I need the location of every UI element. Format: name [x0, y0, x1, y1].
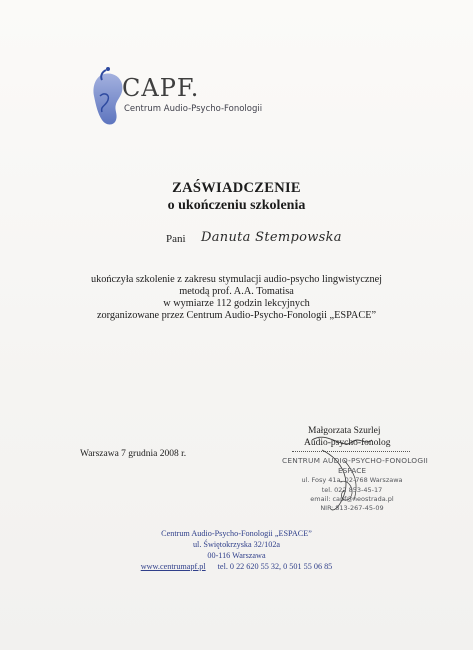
- logo-brand-text: CAPF.: [122, 74, 200, 102]
- footer-city: 00-116 Warszawa: [207, 551, 266, 560]
- certificate-title: ZAŚWIADCZENIE: [172, 180, 301, 196]
- signature-line: [292, 451, 410, 452]
- body-line: metodą prof. A.A. Tomatisa: [179, 286, 294, 297]
- recipient-name: Danuta Stempowska: [201, 230, 342, 245]
- stamp-line: ul. Fosy 41a, 02-768 Warszawa: [301, 476, 403, 484]
- phone-numbers: tel. 0 22 620 55 32, 0 501 55 06 85: [217, 562, 333, 571]
- body-line: ukończyła szkolenie z zakresu stymulacji audio-psycho lingwistycznej: [90, 274, 383, 285]
- logo-subtitle: Centrum Audio-Psycho-Fonologii: [124, 104, 263, 114]
- stamp-line: CENTRUM AUDIO-PSYCHO-FONOLOGII: [282, 456, 429, 465]
- stamp-line: email: capf@neostrada.pl: [310, 495, 394, 503]
- capf-logo: [86, 66, 263, 136]
- recipient-label: Pani: [166, 233, 186, 245]
- signer-name: Małgorzata Szurlej: [308, 426, 381, 436]
- stamp-line: ESPACE: [337, 466, 367, 475]
- certificate-subtitle: o ukończeniu szkolenia: [167, 198, 306, 213]
- certificate-body: [0, 274, 473, 322]
- footer-street: ul. Świętokrzyska 32/102a: [192, 540, 281, 549]
- issue-date: Warszawa 7 grudnia 2008 r.: [80, 449, 187, 459]
- footer-address: [0, 528, 473, 572]
- website-link[interactable]: www.centrumapf.pl: [140, 562, 206, 571]
- signer-role: Audio-psycho-fonolog: [304, 438, 391, 448]
- stamp-line: tel. 022 853-45-17: [321, 486, 383, 494]
- body-line: w wymiarze 112 godzin lekcyjnych: [163, 298, 310, 309]
- company-stamp: [282, 456, 429, 512]
- stamp-line: NIP: 813-267-45-09: [320, 504, 384, 512]
- body-line: zorganizowane przez Centrum Audio-Psycho-Fonologii „ESPACE”: [96, 310, 377, 321]
- footer-contact: [0, 561, 473, 572]
- footer-org: Centrum Audio-Psycho-Fonologii „ESPACE”: [161, 529, 312, 538]
